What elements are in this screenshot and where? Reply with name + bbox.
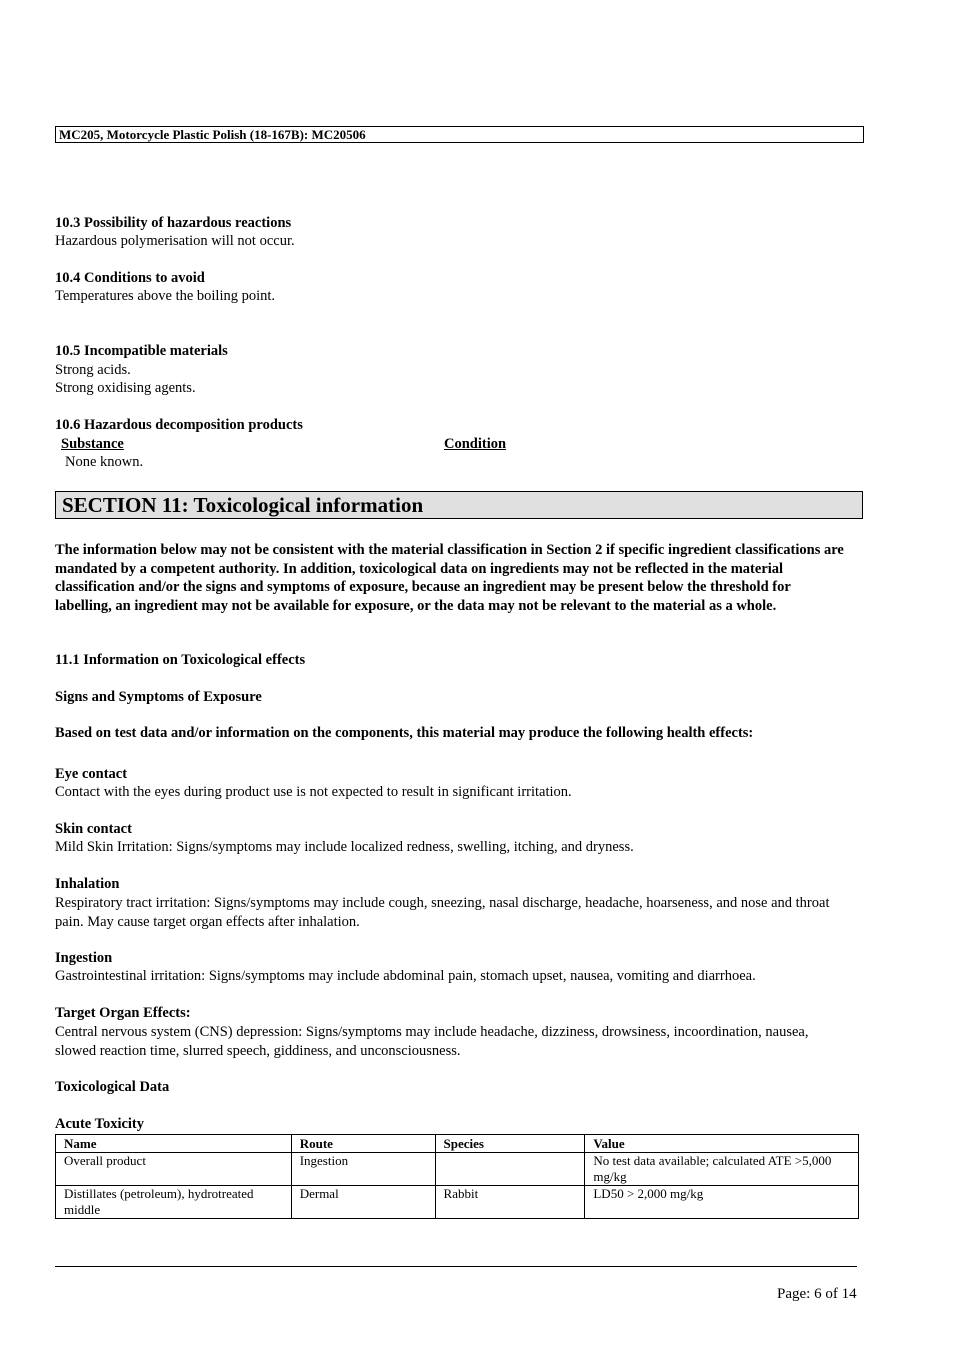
table-row [56,1186,859,1219]
incompatible-item: Strong oxidising agents. [55,380,196,396]
eye-contact-title: Eye contact [55,766,128,782]
section-10-5-title: 10.5 Incompatible materials [55,343,228,359]
eye-contact-text: Contact with the eyes during product use is not expected to result in significant irritation. [55,784,572,800]
section-10-3-text: Hazardous polymerisation will not occur. [55,233,295,249]
section-11-banner: SECTION 11: Toxicological information [55,491,863,519]
section-11-intro: The information below may not be consistent with the material classification in Section 2 if specific ingredient classifications are mandated by a competent authority. In addition, toxicological data on ingredients may not be reflected in the material classification and/or the signs and symptoms of exposure, because an ingredient may be present below the threshold for labelling, an ingredient may not be available for exposure, or the data may not be relevant to the material as a whole. [55,542,844,614]
page-number: Page: 6 of 14 [777,1286,857,1302]
inhalation-text: Respiratory tract irritation: Signs/symptoms may include cough, sneezing, nasal discharge, headache, hoarseness, and nose and throat pain. May cause target organ effects after inhalation. [55,895,830,930]
column-header-name: Name [56,1135,292,1153]
cell-route: Dermal [291,1186,435,1219]
acute-toxicity-table [55,1134,859,1219]
column-header-species: Species [435,1135,585,1153]
skin-contact-text: Mild Skin Irritation: Signs/symptoms may include localized redness, swelling, itching, and dryness. [55,839,634,855]
cell-value: No test data available; calculated ATE >5,000 mg/kg [585,1153,859,1186]
section-10-3-title: 10.3 Possibility of hazardous reactions [55,215,292,231]
signs-symptoms-title: Signs and Symptoms of Exposure [55,689,262,705]
inhalation-title: Inhalation [55,876,120,892]
column-header-route: Route [291,1135,435,1153]
cell-route: Ingestion [291,1153,435,1186]
condition-column-header: Condition [444,436,507,452]
cell-name: Overall product [56,1153,292,1186]
column-header-value: Value [585,1135,859,1153]
table-header-row [56,1135,859,1153]
target-organ-title: Target Organ Effects: [55,1005,191,1021]
ingestion-title: Ingestion [55,950,113,966]
section-11-1-title: 11.1 Information on Toxicological effects [55,652,306,668]
cell-value: LD50 > 2,000 mg/kg [585,1186,859,1219]
cell-species [435,1153,585,1186]
based-on-statement: Based on test data and/or information on the components, this material may produce the following health effects: [55,725,754,741]
footer-divider [55,1266,857,1267]
acute-toxicity-title: Acute Toxicity [55,1116,145,1132]
target-organ-text: Central nervous system (CNS) depression: Signs/symptoms may include headache, dizziness, drowsiness, incoordination, nausea, slowed reaction time, slurred speech, giddiness, and unconsciousness. [55,1024,809,1059]
document-header: MC205, Motorcycle Plastic Polish (18-167B): MC20506 [55,126,864,143]
skin-contact-title: Skin contact [55,821,132,837]
cell-name: Distillates (petroleum), hydrotreated middle [56,1186,292,1219]
incompatible-item: Strong acids. [55,362,131,378]
substance-column-header: Substance [61,436,124,452]
decomposition-value: None known. [65,454,144,470]
section-10-4-text: Temperatures above the boiling point. [55,288,276,304]
table-row [56,1153,859,1186]
ingestion-text: Gastrointestinal irritation: Signs/symptoms may include abdominal pain, stomach upset, nausea, vomiting and diarrhoea. [55,968,756,984]
toxicological-data-title: Toxicological Data [55,1079,170,1095]
section-10-4-title: 10.4 Conditions to avoid [55,270,205,286]
section-10-6-title: 10.6 Hazardous decomposition products [55,417,303,433]
cell-species: Rabbit [435,1186,585,1219]
